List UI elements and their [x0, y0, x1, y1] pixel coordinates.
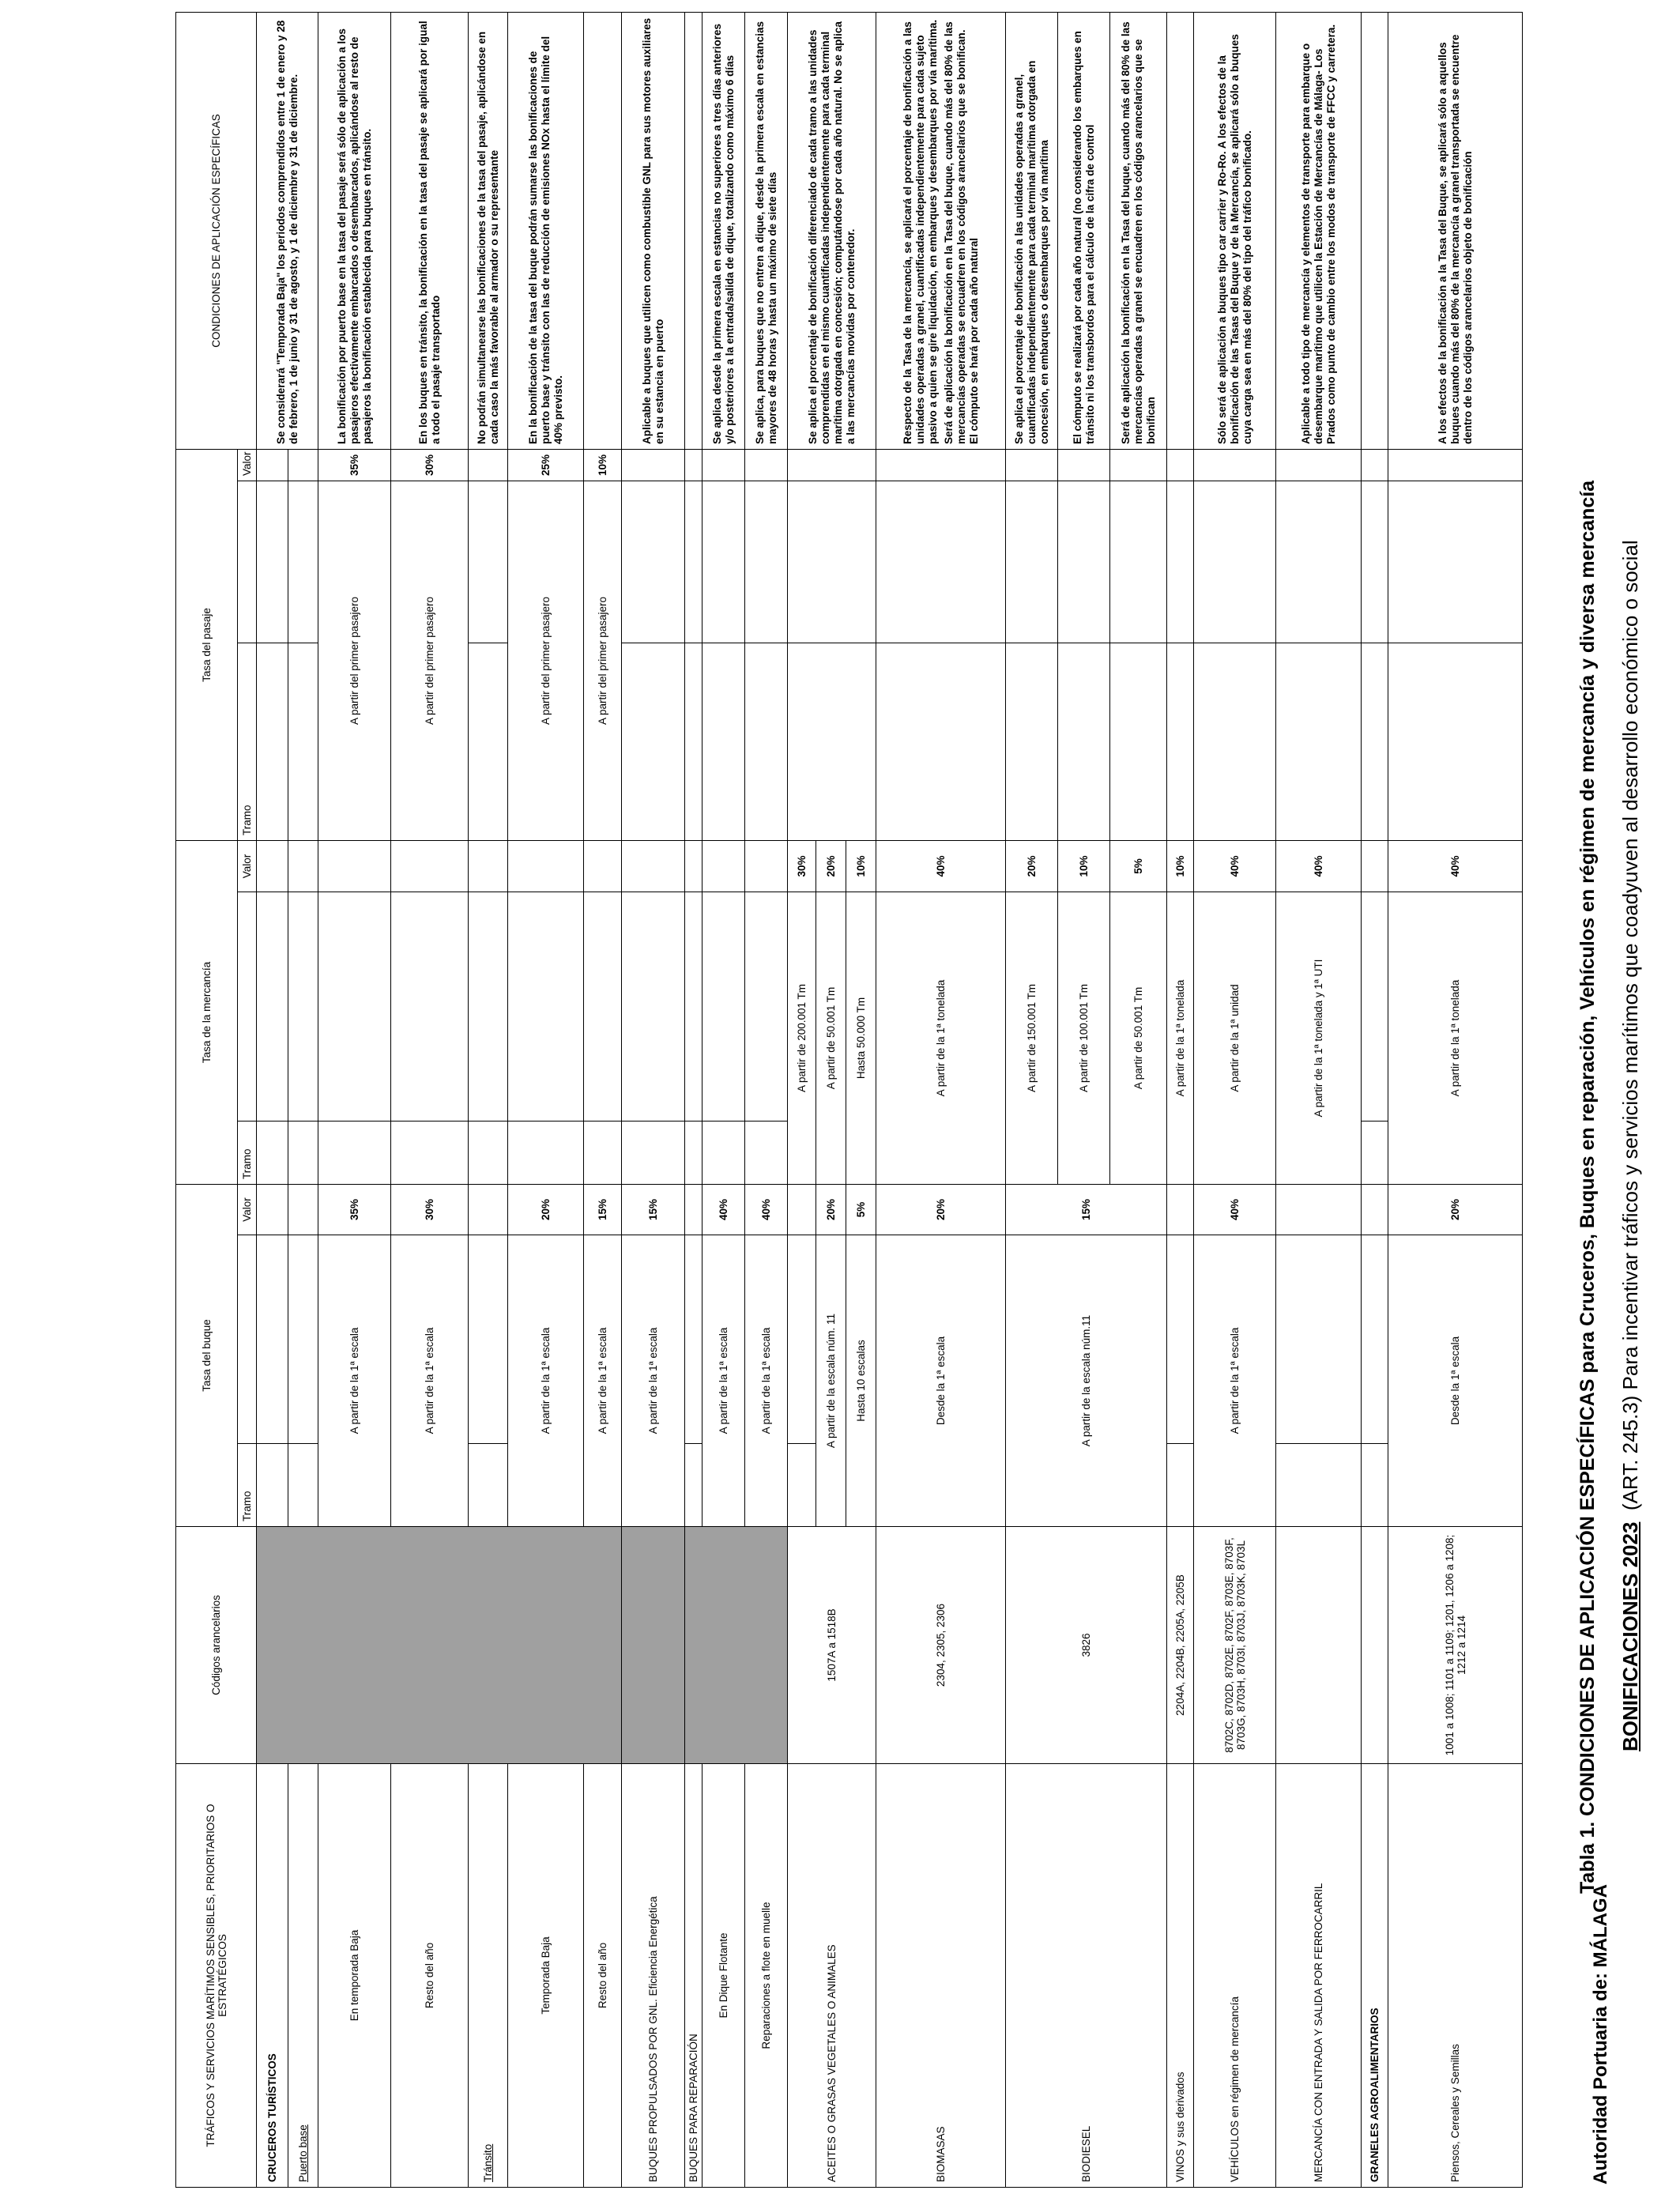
piensos-cond: A los efectos de la bonificación a la Tasa del Buque, se aplicará sólo a aquellos buques cuando más del 80% de la mercancía a granel transportada se encuentre dentro de los códigos arancelarios objeto de bonificación	[1388, 13, 1523, 450]
pb-resto-cond: En los buques en tránsito, la bonificación en la tasa del pasaje se aplicará por igual a todo el pasaje transportado	[391, 13, 469, 450]
header-ship-blank	[238, 1235, 257, 1444]
aceites-goods-value-2: 20%	[816, 841, 846, 892]
aceites-ship-1: A partir de la escala núm. 11	[816, 1235, 846, 1527]
biodiesel-cond-2: El cómputo se realizará por cada año natural (no considerando los embarques en tránsito ni los transbordos para el cálculo de la cifra de control	[1058, 13, 1110, 450]
vehiculos-goods: A partir de la 1ª unidad	[1194, 892, 1276, 1185]
dique-cond: Se aplica desde la primera escala en estancias no superiores a tres días anteriores y/o posteriores a la entrada/salida de dique, totalizando como máximo 6 días	[703, 13, 745, 450]
row-biodiesel-1	[1006, 13, 1058, 2188]
dique-label: En Dique Flotante	[703, 1764, 745, 2188]
pb-resto-pass-value: 30%	[391, 450, 469, 481]
vinos-goods: A partir de la 1ª tonelada	[1167, 892, 1194, 1185]
row-tr-resto	[584, 13, 622, 2188]
biomasas-cond	[876, 13, 1006, 450]
aceites-goods-1: A partir de 200.001 Tm	[788, 892, 816, 1185]
biomasas-label: BIOMASAS	[876, 1764, 1006, 2188]
vehiculos-codes: 8702C, 8702D, 8702E, 8702F, 8703E, 8703F, 8703G, 8703H, 8703I, 8703J, 8703K, 8703L	[1194, 1527, 1276, 1764]
aceites-goods-value-3: 10%	[846, 841, 876, 892]
biodiesel-goods-value-2: 10%	[1058, 841, 1110, 892]
vehiculos-goods-value: 40%	[1194, 841, 1276, 892]
pb-baja-cond: La bonificación por puerto base en la tasa del pasaje será sólo de aplicación a los pasajeros efectivamente embarcados o desembarcados, aplicándose al resto de pasajeros la bonificación establecida para buques en tránsito.	[318, 13, 391, 450]
transito-label: Tránsito	[469, 1764, 508, 2188]
row-reparacion	[685, 13, 703, 2188]
gnl-cond: Aplicable a buques que utilicen como combustible GNL para sus motores auxiliares en su estancia en puerto	[622, 13, 685, 450]
pb-baja-ship: A partir de la 1ª escala	[318, 1235, 391, 1527]
vinos-label: VINOS y sus derivados	[1167, 1764, 1194, 2188]
document-title	[1618, 408, 1643, 1751]
row-pb-resto	[391, 13, 469, 2188]
title-main: BONIFICACIONES 2023	[1618, 1521, 1642, 1751]
header-goods-blank	[238, 892, 257, 1122]
biodiesel-cond-1: Se aplica el porcentaje de bonificación a las unidades operadas a granel, cuantificadas independientemente para cada terminal marítima otorgada en concesión, en embarques o desembarques por vía marítima	[1006, 13, 1058, 450]
tr-baja-label: Temporada Baja	[508, 1764, 584, 2188]
vinos-codes: 2204A, 2204B, 2205A, 2205B	[1167, 1527, 1194, 1764]
row-vinos	[1167, 13, 1194, 2188]
flote-label: Reparaciones a flote en muelle	[745, 1764, 788, 2188]
gnl-codes-grey	[622, 1527, 685, 1764]
header-goods-tax: Tasa de la mercancía	[176, 841, 238, 1185]
tr-resto-pass-value: 10%	[584, 450, 622, 481]
ferro-cond: Aplicable a todo tipo de mercancía y elementos de transporte para embarque o desembarque marítimo que utilicen la Estación de Mercancías de Málaga- Los Prados como punto de cambio entre los modos de transporte de FFCC y carretera.	[1276, 13, 1362, 450]
tr-baja-cond: En la bonificación de la tasa del buque podrán sumarse las bonificaciones de puerto base y tránsito con las de reducción de emisiones NOx hasta el límite del 40% previsto.	[508, 13, 584, 450]
tr-resto-ship-value: 15%	[584, 1185, 622, 1235]
graneles-label: GRANELES AGROALIMENTARIOS	[1362, 1764, 1388, 2188]
piensos-codes: 1001 a 1008; 1101 a 1109; 1201, 1206 a 1208; 1212 a 1214	[1388, 1527, 1523, 1764]
conditions-table	[175, 12, 1523, 2188]
piensos-ship: Desde la 1ª escala	[1388, 1235, 1523, 1527]
gnl-ship: A partir de la 1ª escala	[622, 1235, 685, 1527]
vehiculos-ship-value: 40%	[1194, 1185, 1276, 1235]
pb-baja-pass: A partir del primer pasajero	[318, 481, 391, 841]
tr-baja-pass: A partir del primer pasajero	[508, 481, 584, 841]
tr-resto-label: Resto del año	[584, 1764, 622, 2188]
aceites-label: ACEITES O GRASAS VEGETALES O ANIMALES	[788, 1764, 876, 2188]
gnl-label: BUQUES PROPULSADOS POR GNL. Eficiencia Energética	[622, 1764, 685, 2188]
piensos-ship-value: 20%	[1388, 1185, 1523, 1235]
pb-baja-label: En temporada Baja	[318, 1764, 391, 2188]
row-aceites-1	[788, 13, 816, 2188]
flote-ship-value: 40%	[745, 1185, 788, 1235]
biodiesel-cond-3: Será de aplicación la bonificación en la Tasa del buque, cuando más del 80% de las mercancías operadas a granel se encuadren en los códigos arancelarios que se bonifican	[1110, 13, 1167, 450]
biodiesel-goods-3: A partir de 50.001 Tm	[1110, 892, 1167, 1185]
row-tr-baja	[508, 13, 584, 2188]
header-codes: Códigos arancelarios	[176, 1527, 257, 1764]
title-rest: (ART. 245.3) Para incentivar tráficos y servicios marítimos que coadyuven al desarrollo económico o social	[1618, 540, 1642, 1511]
aceites-goods-3: Hasta 50.000 Tm	[846, 892, 876, 1185]
row-cruceros	[257, 13, 288, 2188]
header-traffic: TRÁFICOS Y SERVICIOS MARÍTIMOS SENSIBLES, PRIORITARIOS O ESTRATÉGICOS	[176, 1764, 257, 2188]
biodiesel-goods-2: A partir de 100.001 Tm	[1058, 892, 1110, 1185]
biodiesel-label: BIODIESEL	[1006, 1764, 1167, 2188]
biodiesel-goods-value-1: 20%	[1006, 841, 1058, 892]
pb-baja-ship-value: 35%	[318, 1185, 391, 1235]
row-graneles	[1362, 13, 1388, 2188]
tr-baja-ship-value: 20%	[508, 1185, 584, 1235]
dique-ship-value: 40%	[703, 1185, 745, 1235]
vehiculos-ship: A partir de la 1ª escala	[1194, 1235, 1276, 1527]
pb-resto-ship-value: 30%	[391, 1185, 469, 1235]
pb-baja-pass-value: 35%	[318, 450, 391, 481]
biomasas-cond-2: Será de aplicación la bonificación en la Tasa del buque, cuando más del 80% de las mercancías operadas se encuadren en los códigos arancelarios que se bonifican. El cómputo se hará por cada año natural	[942, 21, 980, 444]
aceites-ship-value-2: 5%	[846, 1185, 876, 1235]
biomasas-goods-value: 40%	[876, 841, 1006, 892]
row-transito	[469, 13, 508, 2188]
biodiesel-codes: 3826	[1006, 1527, 1167, 1764]
pb-resto-ship: A partir de la 1ª escala	[391, 1235, 469, 1527]
biodiesel-goods-value-3: 5%	[1110, 841, 1167, 892]
header-goods-tramo: Tramo	[238, 1122, 257, 1185]
flote-ship: A partir de la 1ª escala	[745, 1235, 788, 1527]
row-biomasas	[876, 13, 1006, 2188]
header-ship-valor: Valor	[238, 1185, 257, 1235]
aceites-codes: 1507A a 1518B	[788, 1527, 876, 1764]
row-flote	[745, 13, 788, 2188]
transito-cond: No podrán simultanearse las bonificaciones de la tasa del pasaje, aplicándose en cada caso la más favorable al armador o su representante	[469, 13, 508, 450]
aceites-ship-2: Hasta 10 escalas	[846, 1235, 876, 1527]
cruceros-cond: Se considerará "Temporada Baja" los periodos comprendidos entre 1 de enero y 28 de febrero, 1 de junio y 31 de agosto, y 1 de diciembre y 31 de diciembre.	[257, 13, 318, 450]
header-ship-tramo: Tramo	[238, 1444, 257, 1527]
biomasas-codes: 2304, 2305, 2306	[876, 1527, 1006, 1764]
biomasas-goods: A partir de la 1ª tonelada	[876, 892, 1006, 1185]
ferro-goods-value: 40%	[1276, 841, 1362, 892]
vehiculos-label: VEHÍCULOS en régimen de mercancía	[1194, 1764, 1276, 2188]
pb-resto-pass: A partir del primer pasajero	[391, 481, 469, 841]
biomasas-ship-value: 20%	[876, 1185, 1006, 1235]
piensos-goods-value: 40%	[1388, 841, 1523, 892]
header-goods-valor: Valor	[238, 841, 257, 892]
header-pass-tax: Tasa del pasaje	[176, 450, 238, 841]
tr-baja-ship: A partir de la 1ª escala	[508, 1235, 584, 1527]
tr-resto-pass: A partir del primer pasajero	[584, 481, 622, 841]
table-title: Tabla 1. CONDICIONES DE APLICACIÓN ESPECÍFICAS para Cruceros, Buques en reparación, Vehículos en régimen de mercancía y diversa mercancía	[1576, 480, 1599, 1894]
row-ferrocarril	[1276, 13, 1362, 2188]
piensos-goods: A partir de la 1ª tonelada	[1388, 892, 1523, 1185]
row-vehiculos	[1194, 13, 1276, 2188]
dique-ship: A partir de la 1ª escala	[703, 1235, 745, 1527]
vehiculos-cond: Sólo será de aplicación a buques tipo car carrier y Ro-Ro. A los efectos de la bonificación de las Tasas del Buque y de la Mercancía, se aplicará sólo a buques cuya carga sea en más del 80% del tipo del tráfico bonificado.	[1194, 13, 1276, 450]
piensos-label: Piensos, Cereales y Semillas	[1388, 1764, 1523, 2188]
header-conditions: CONDICIONES DE APLICACIÓN ESPECÍFICAS	[176, 13, 257, 450]
aceites-ship-value-1: 20%	[816, 1185, 846, 1235]
reparacion-label: BUQUES PARA REPARACIÓN	[685, 1764, 703, 2188]
header-row-1	[176, 13, 238, 2188]
aceites-goods-2: A partir de 50.001 Tm	[816, 892, 846, 1185]
ferrocarril-label: MERCANCÍA CON ENTRADA Y SALIDA POR FERROCARRIL	[1276, 1764, 1362, 2188]
biodiesel-ship-value: 15%	[1006, 1185, 1167, 1235]
cruceros-codes-grey	[257, 1527, 622, 1764]
row-dique	[703, 13, 745, 2188]
gnl-ship-value: 15%	[622, 1185, 685, 1235]
biodiesel-goods-1: A partir de 150.001 Tm	[1006, 892, 1058, 1185]
biomasas-cond-1: Respecto de la Tasa de la mercancía, se aplicará el porcentaje de bonificación a las unidades operadas a granel, cuantificadas independientemente para cada sujeto pasivo a quien se gire liquidación, en embarques y desembarques por vía marítima.	[901, 19, 939, 444]
header-pass-blank	[238, 481, 257, 643]
biomasas-ship: Desde la 1ª escala	[876, 1235, 1006, 1527]
puerto-base-label: Puerto base	[288, 1764, 318, 2188]
row-piensos	[1388, 13, 1523, 2188]
biodiesel-ship: A partir de la escala núm.11	[1006, 1235, 1167, 1527]
aceites-cond: Se aplica el porcentaje de bonificación diferenciado de cada tramo a las unidades comprendidas en el mismo cuantificadas independientemente para cada terminal marítima otorgada en concesión; computándose por cada año natural. No se aplica a las mercancías movidas por contenedor.	[788, 13, 876, 450]
pb-resto-label: Resto del año	[391, 1764, 469, 2188]
cruceros-label: CRUCEROS TURÍSTICOS	[257, 1764, 288, 2188]
header-pass-tramo: Tramo	[238, 643, 257, 841]
tr-baja-pass-value: 25%	[508, 450, 584, 481]
row-pb-baja	[318, 13, 391, 2188]
ferro-goods: A partir de la 1ª tonelada y 1ª UTI	[1276, 892, 1362, 1185]
header-pass-valor: Valor	[238, 450, 257, 481]
authority-title: Autoridad Portuaria de: MÁLAGA	[1590, 1883, 1611, 2185]
header-ship-tax: Tasa del buque	[176, 1185, 238, 1527]
reparacion-codes-grey	[685, 1527, 788, 1764]
vinos-goods-value: 10%	[1167, 841, 1194, 892]
flote-cond: Se aplica, para buques que no entren a dique, desde la primera escala en estancias mayores de 48 horas y hasta un máximo de siete días	[745, 13, 788, 450]
aceites-goods-value-1: 30%	[788, 841, 816, 892]
tr-resto-ship: A partir de la 1ª escala	[584, 1235, 622, 1527]
row-gnl	[622, 13, 685, 2188]
